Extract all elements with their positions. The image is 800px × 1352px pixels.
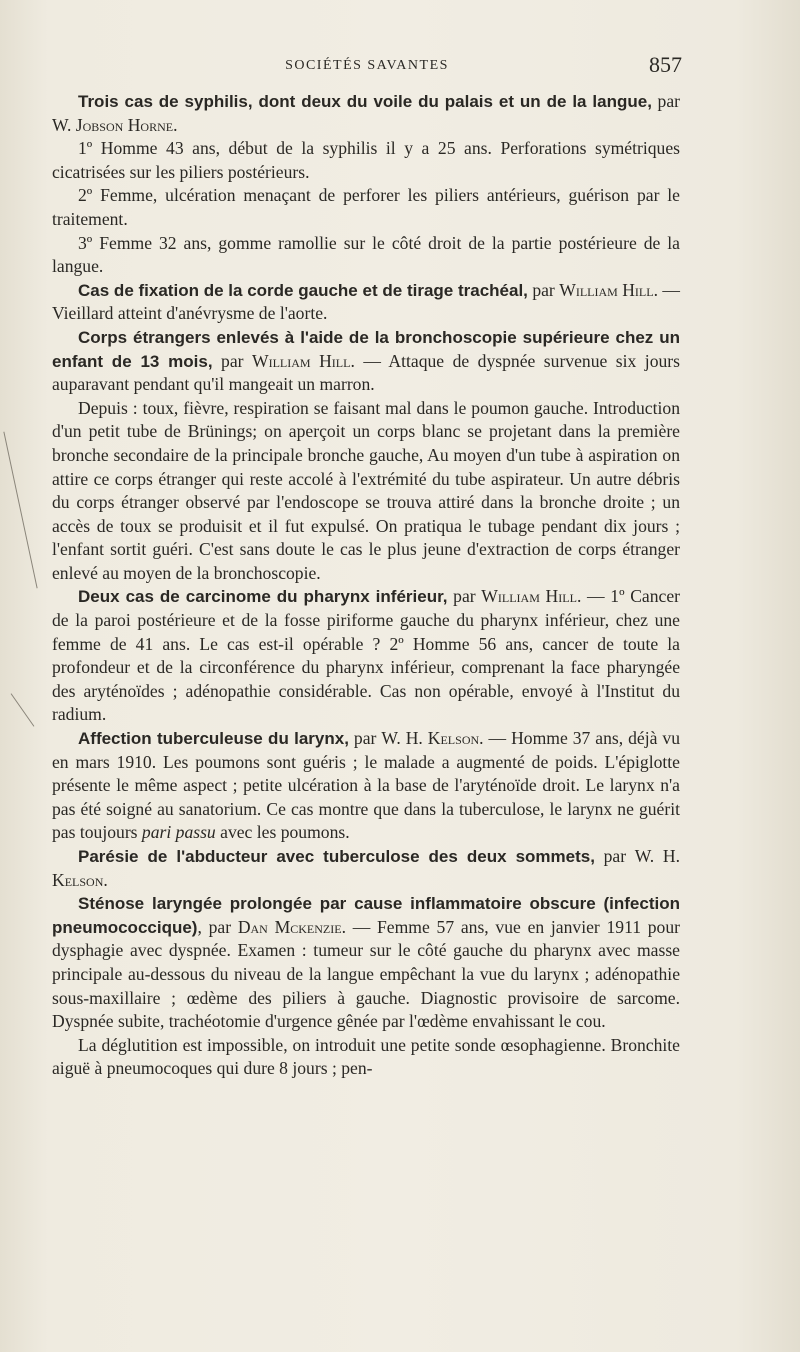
entry-text: .	[173, 114, 178, 135]
entry-by: , par	[197, 916, 238, 937]
report-entry	[52, 326, 680, 586]
report-entry	[52, 90, 680, 279]
entry-text: . — Vieillard atteint d'anévrysme de l'aorte.	[52, 279, 681, 324]
entry-text: . — Femme 57 ans, vue en janvier 1911 pour dysphagie avec dyspnée. Examen : tumeur sur le côté gauche du pharynx avec masse principale au-dessous du niveau de la langue empêchant la vue du larynx ; adénopathie sous-maxillaire ; œdème des piliers à gauche. Diagnostic provisoire de sarcome. Dyspnée subite, trachéotomie d'urgence gênée par l'œdème envahissant le cou.	[52, 916, 681, 1032]
entry-by: par	[594, 846, 635, 866]
entry-paragraph: 2º Femme, ulcération menaçant de perforer les piliers antérieurs, guérison par le traitement.	[52, 185, 680, 229]
entry-lead	[52, 326, 680, 397]
entry-title: Corps étrangers enlevés à l'aide de la bronchoscopie supérieure chez un enfant de 13 mois,	[52, 327, 680, 371]
entry-text: .	[103, 869, 108, 890]
page-header	[52, 52, 682, 82]
entry-italic: pari passu	[141, 822, 216, 843]
entry-author: W. Jobson Horne	[52, 114, 174, 135]
entry-by: par	[447, 586, 482, 607]
entry-title: Deux cas de carcinome du pharynx inférieur,	[78, 587, 448, 607]
entry-title: Trois cas de syphilis, dont deux du voile du palais et un de la langue,	[78, 92, 652, 111]
entry-title: Cas de fixation de la corde gauche et de tirage trachéal,	[78, 280, 528, 300]
margin-pencil-mark	[3, 432, 37, 589]
entry-text: . — 1º Cancer de la paroi postérieure et de la fosse piriforme gauche du pharynx inférieur, chez une femme de 41 ans. Le cas est-il opérable ? 2º Homme 56 ans, cancer de toute la profondeur et de la circonférence du pharynx inférieur, comprenant la face pharyngée des aryténoïdes ; adénopathie considérable. Cas non opérable, envoyé à l'Institut du radium.	[52, 586, 681, 725]
report-entry	[52, 845, 680, 892]
entry-paragraph: Depuis : toux, fièvre, respiration se faisant mal dans le poumon gauche. Introduction d'un petit tube de Brünings; on aperçoit un corps blanc se projetant dans la première bronche secondaire de la principale bronche gauche, Au moyen d'un tube à aspiration on attire ce corps étranger qui reste accolé à l'extrémité du tube aspirateur. Un autre débris du corps étranger observé par l'endoscope se trouva attiré dans la bronche droite ; un accès de toux se produisit et il fut expulsé. On pratiqua le tubage pendant dix jours ; l'enfant sortit guéri. C'est sans doute le cas le plus jeune d'extraction de corps étranger enlevé au moyen de la bronchoscopie.	[52, 397, 680, 583]
entry-text: . — Attaque de dyspnée survenue six jours auparavant pendant qu'il mangeait un marron.	[52, 350, 680, 395]
entry-author: W. H. Kelson	[52, 846, 680, 890]
entry-lead	[52, 892, 680, 1034]
entry-paragraph: 1º Homme 43 ans, début de la syphilis il y a 25 ans. Perforations symétriques cicatrisées sur les piliers postérieurs.	[52, 138, 680, 182]
entry-title: Sténose laryngée prolongée par cause inflammatoire obscure (infection pneumococcique)	[52, 894, 680, 937]
entry-lead	[52, 90, 680, 137]
report-entry	[52, 585, 680, 727]
entry-text-end: avec les poumons.	[215, 822, 350, 843]
report-entry	[52, 892, 680, 1081]
page-body	[52, 90, 680, 1081]
entry-author: William Hill	[252, 350, 351, 371]
entry-title: Affection tuberculeuse du larynx,	[78, 729, 349, 749]
entry-title: Parésie de l'abducteur avec tuberculose des deux sommets,	[78, 847, 595, 866]
margin-pencil-mark	[11, 693, 35, 726]
entry-by: par	[651, 91, 680, 111]
entry-author: W. H. Kelson	[381, 728, 480, 749]
report-entry	[52, 279, 680, 326]
entry-by: par	[527, 279, 560, 300]
entry-lead	[52, 279, 680, 326]
entry-author: Dan Mckenzie	[237, 916, 342, 937]
entry-text: . — Homme 37 ans, déjà vu en mars 1910. Les poumons sont guéris ; le malade a augmenté de poids. L'épiglotte présente le même aspect ; petite ulcération à la base de l'aryténoïde droit. Le larynx n'a pas été soigné au sanatorium. Ce cas montre que dans la tuberculose, le larynx ne guérit pas toujours	[52, 728, 680, 843]
entry-lead	[52, 845, 680, 892]
entry-paragraph: 3º Femme 32 ans, gomme ramollie sur le côté droit de la partie postérieure de la langue.	[52, 232, 680, 277]
entry-lead	[52, 585, 680, 727]
entry-by: par	[348, 728, 382, 749]
report-entry	[52, 727, 680, 845]
entry-paragraph: La déglutition est impossible, on introduit une petite sonde œsophagienne. Bronchite aiguë à pneumocoques qui dure 8 jours ; pen-	[52, 1034, 680, 1079]
page-number: 857	[649, 52, 682, 77]
entry-author: William Hill	[481, 586, 577, 607]
running-head: SOCIÉTÉS SAVANTES	[285, 58, 449, 73]
entry-author: William Hill	[559, 279, 654, 300]
entry-by: par	[212, 350, 252, 371]
entry-lead	[52, 727, 680, 845]
